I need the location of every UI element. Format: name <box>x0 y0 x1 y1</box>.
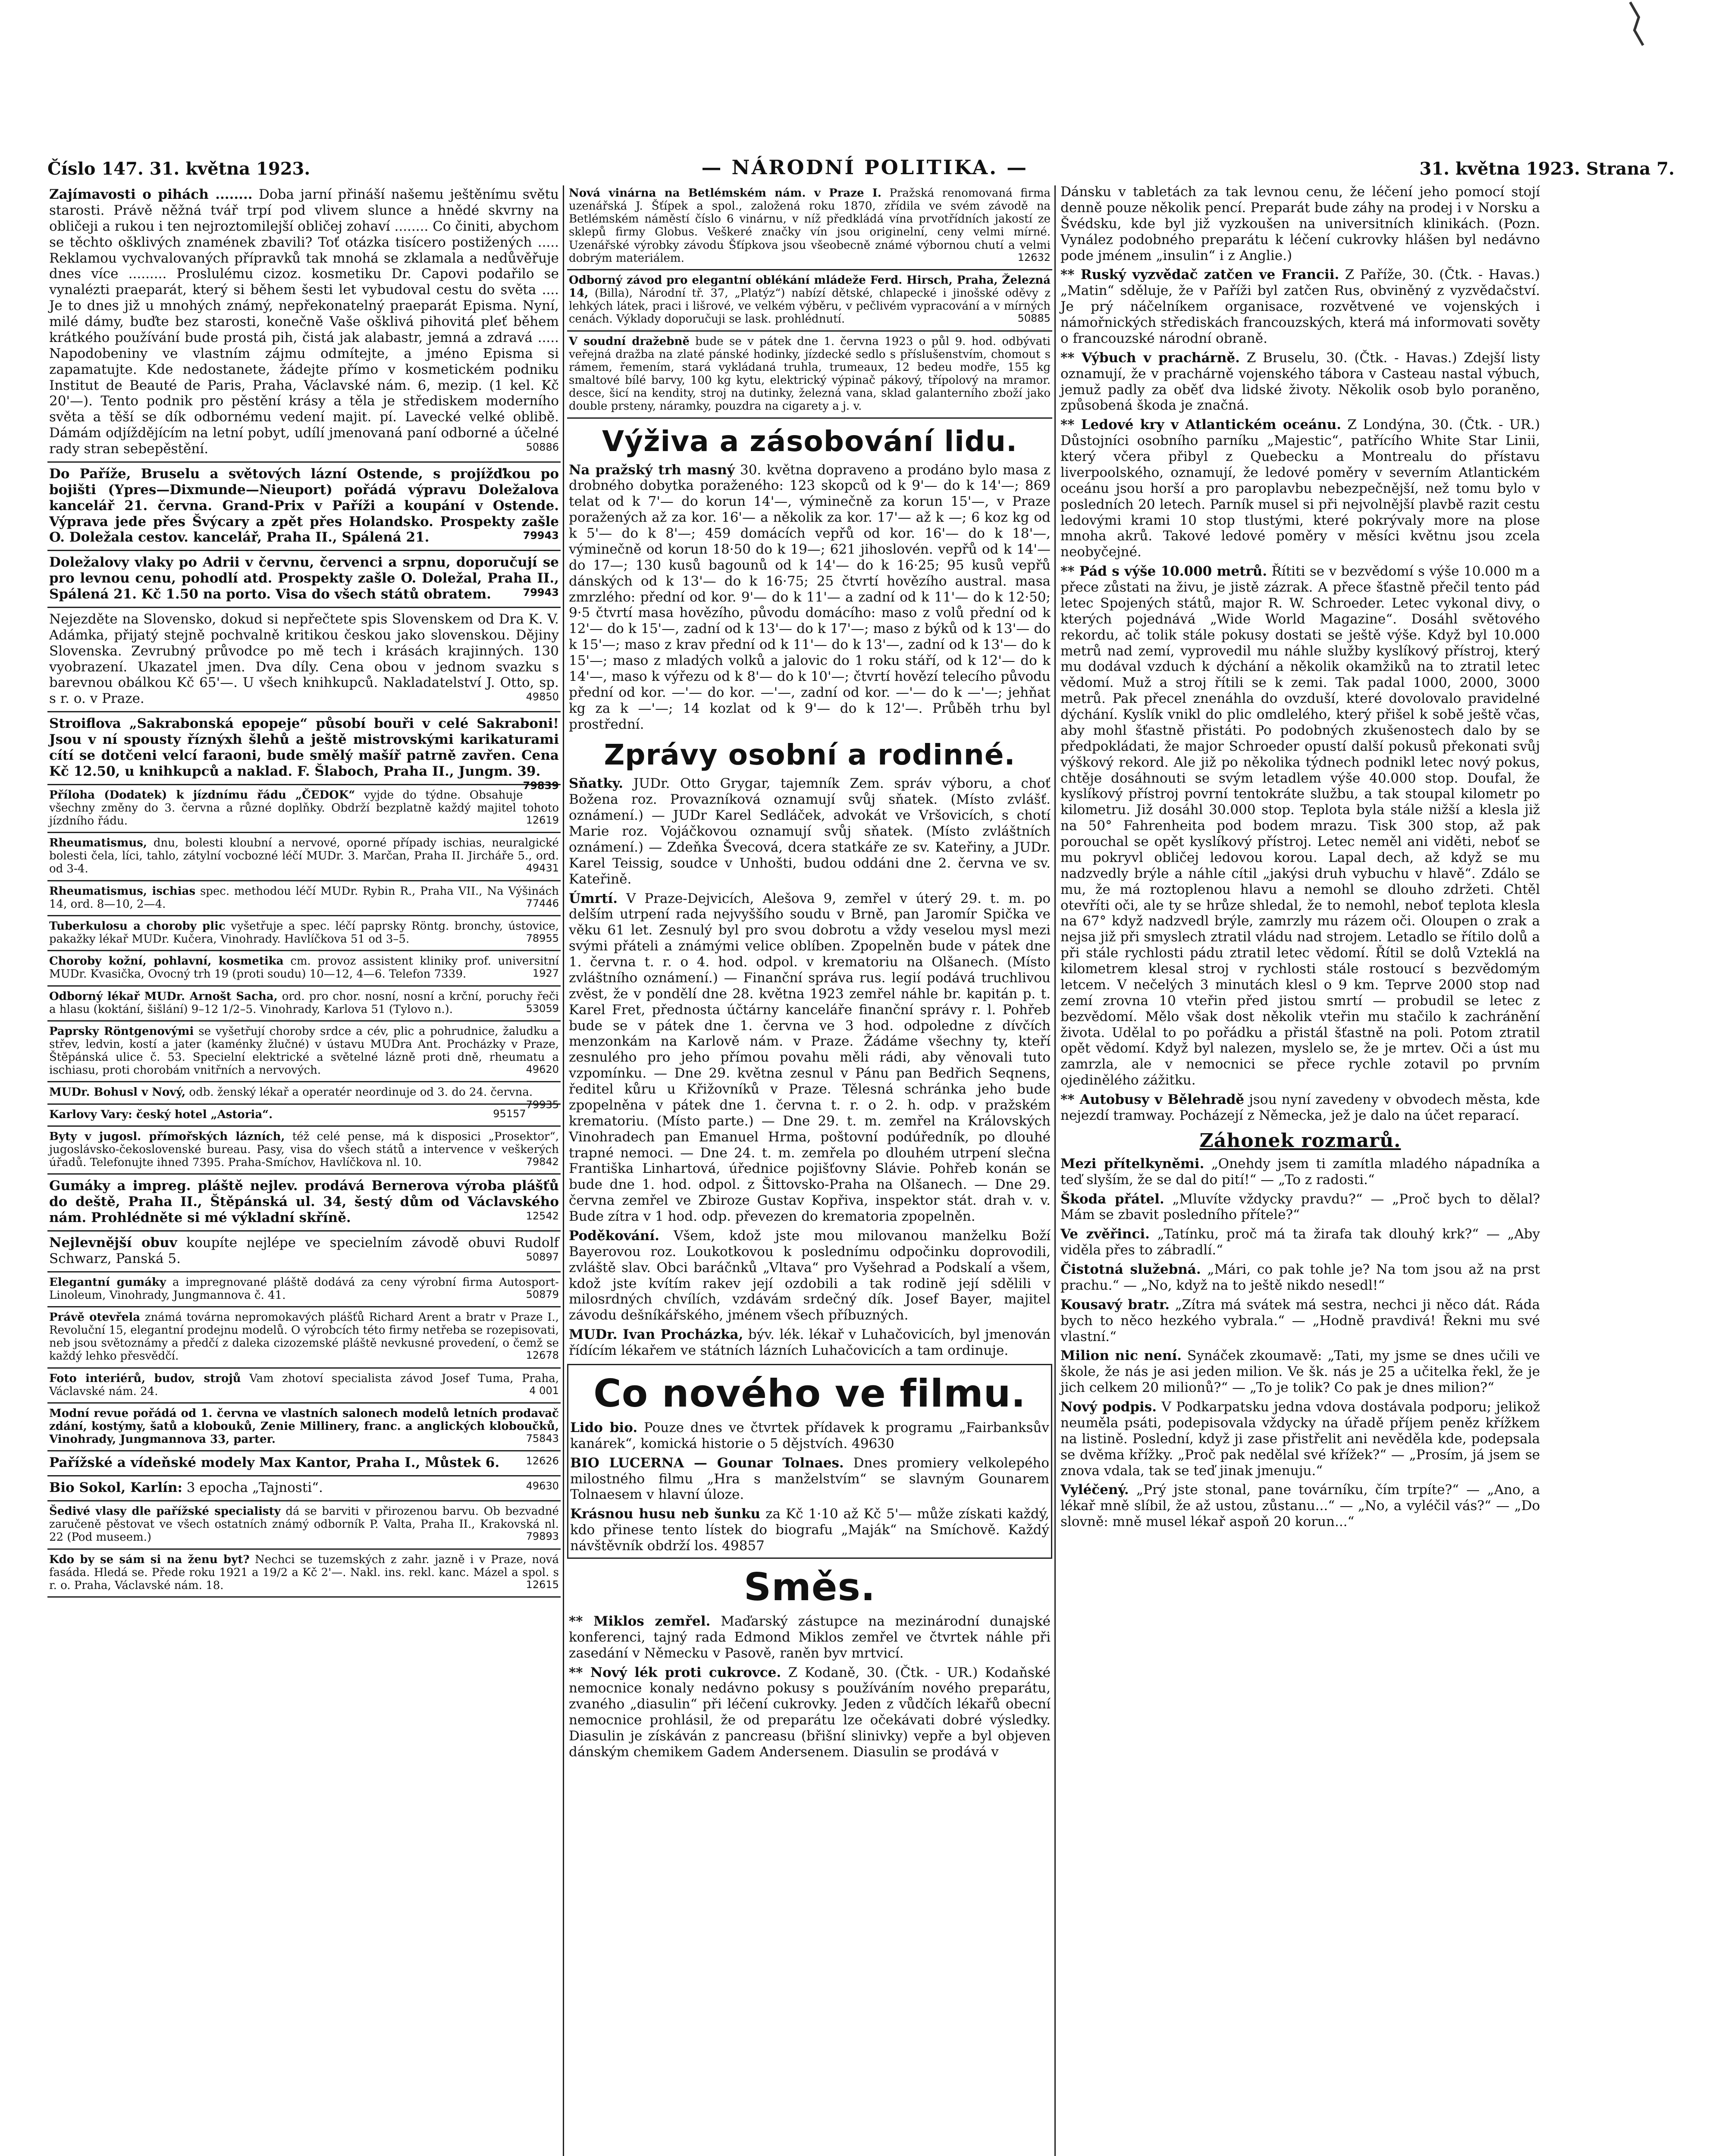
ad-headline: Odborný závod pro elegantní oblékání mládeže Ferd. Hirsch, Praha, Železná 14, <box>569 273 1051 300</box>
joke-item <box>1060 1399 1540 1479</box>
header-masthead: — NÁRODNÍ POLITIKA. — <box>701 156 1029 179</box>
column-rule <box>563 185 564 2156</box>
ad-number: 49630 <box>526 1480 559 1492</box>
ad-text: 3 epocha „Tajnosti“. <box>186 1480 323 1496</box>
advertisement <box>567 270 1052 332</box>
ad-headline: Bio Sokol, Karlín: <box>49 1480 182 1496</box>
ad-number: 49620 <box>526 1063 559 1076</box>
ad-headline: Kdo by se sám si na ženu byt? <box>49 1553 250 1566</box>
ad-headline: Foto interiérů, budov, strojů <box>49 1372 241 1385</box>
article-text: „Mluvíte vždycky pravdu?“ — „Proč bych to dělal? Mám se zbavit posledního přítele?“ <box>1060 1191 1540 1223</box>
ad-text: též celé pense, má k disposici „Prosektor“, jugoslávsko-čekoslovenské bureau. Pasy, visa do všech států a intervence v veškerých úřadů. Telefonujte ihned 7395. Praha-Smíchov, Havlíčkova nl. 10. <box>49 1130 559 1169</box>
ad-headline: Elegantní gumáky <box>49 1275 166 1289</box>
joke-item <box>1060 1226 1540 1258</box>
ad-text: Nechci se tuzemských z zahr. jazně i v Praze, nová fasáda. Hledá se. Přede roku 1921 a 19/2 a Kč 2'—. Nakl. ins. rekl. kanc. Mázel a spol. s r. o. Praha, Václavské nám. 18. <box>49 1553 559 1592</box>
advertisement <box>47 1082 561 1111</box>
ad-headline: Doležalovy vlaky po Adrii v červnu, červenci a srpnu, doporučují se pro levnou cenu, pohodlí atd. Prospekty zašle O. Doležal, Praha II., Spálená 21. Kč 1.50 na porto. Visa do všech států obratem. <box>49 555 559 602</box>
article-text: Všem, kdož jste mou milovanou manželku Boží Bayerovou roz. Loukotkovou k poslednímu odpočinku doprovodili, zvláště slav. Obci baráčnků „Vltava“ pro Vyšehrad a Podskalí a všem, kdož jste kvítím rakev její ozdobili a tak rodině její sdělili v milosrdných chvílích, vzdávám srdečný dík. Josef Bayer, majitel závodu dešníkářského, jménem všech příbuzných. <box>569 1228 1051 1323</box>
ad-number: 95157 <box>493 1107 526 1120</box>
ad-number: 50885 <box>1017 312 1051 325</box>
joke-item <box>1060 1156 1540 1188</box>
joke-item <box>1060 1297 1540 1345</box>
joke-item <box>1060 1262 1540 1294</box>
header-page-number: 31. května 1923. Strana 7. <box>1419 159 1675 179</box>
article-text: „Tatínku, proč má ta žirafa tak dlouhý krk?“ — „Aby viděla přes to zábradlí.“ <box>1060 1226 1540 1258</box>
advertisement <box>47 608 561 712</box>
advertisement <box>567 332 1052 419</box>
advertisement <box>47 712 561 792</box>
article-text: 30. května dopraveno a prodáno bylo masa z drobného dobytka poraženého: 123 skopců od k 9'— do k 14'—; 869 telat od k 7'— do korun 14'—, výminečně za korun 15'—, v Praze poražených až za kor. 16'— a několik za kor. 17'— až k —; 6 koz kg od k 5'— do k 8'—; 459 domácích vepřů od kor. 16'— do k 18'—, výminečně od korun 18·50 do k 19—; 621 jihoslovén. vepřů od k 14'— do 17—; 130 kusů bagounů od k 14'— do k 16·25; 95 kusů vepřů dánských od k 13'— do k 16·75; 25 čtvrtí hovězího austral. masa zmrzlého: přední od kor. 9'— do k 11'— a zadní od k 11'— do k 12·50; 9·5 čtvrtí masa hovězího, původu domácího: maso z volů přední od k 12'— do k 15'—, zadní od k 13'— do k 17'—; maso z býků od k 13'— do k 15'—; maso z krav přední od k 11'— do k 13'—, zadní od k 13'— do k 15'—; maso z mladých volků a jalovic do 1 roku stáří, od k 12'— do k 14'—, maso k výřezu od k 8'— do k 10'—; čtvrtí hovězí telecího původu přední od kor. —'— do kor. —'—, zadní od kor. —'— do k —'—; jehňat kg za k —'—; 14 kozlat od k 9'— do k 12'—. Průběh trhu byl prostřední. <box>569 462 1051 732</box>
middle-ads <box>567 183 1052 419</box>
misc-news-item <box>569 1614 1051 1661</box>
advertisement <box>47 463 561 551</box>
ad-headline: Nejlevnější obuv <box>49 1235 177 1250</box>
ad-text: Vam zhotoví specialista závod Josef Tuma, Praha, Václavské nám. 24. <box>49 1372 559 1398</box>
ad-headline: Do Paříže, Bruselu a světových lázní Ostende, s projížďkou po bojišti (Ypres—Dixmunde—Nieuport) pořádá výpravu Doležalova kancelář 21. června. Grand-Prix v Paříži a koupání v Ostende. Výprava jede přes Švýcary a zpět přes Holandsko. Prospekty zašle O. Doležala cestov. kancelář, Praha II., Spálená 21. <box>49 466 559 545</box>
ad-text: koupíte nejlépe ve specielním závodě obuvi Rudolf Schwarz, Panská 5. <box>49 1235 559 1266</box>
ad-number: 12678 <box>526 1349 559 1362</box>
ad-text: bude se v pátek dne 1. června 1923 o půl 9. hod. odbývati veřejná dražba na zlaté pánské hodinky, jízdecké sedlo s příslušenstvím, chomout s rámem, řemením, stará vykládaná truhla, trumeaux, 12 bedeu modře, 155 kg smaltové bílé barvy, 100 kg kytu, elektrický výpinač pákový, třípolový na mramor. desce, šicí na kendity, stroj na dutinky, železná vana, sklad galanterního zboží jako double prsteny, náramky, pouzdra na cigarety a j. v. <box>569 335 1051 413</box>
ad-headline: Právě otevřela <box>49 1310 141 1324</box>
ad-text: ord. pro chor. nosní, nosní a krční, poruchy řeči a hlasu (koktání, šišlání) 9–12 1/2–5. Vinohrady, Karlova 51 (Tylovo n.). <box>49 990 559 1016</box>
ad-headline: MUDr. Bohusl v Nový, <box>49 1086 186 1099</box>
ad-number: 77446 <box>526 897 559 909</box>
ad-headline: Stroiflova „Sakrabonská epopeje“ působí bouři v celé Sakraboni! Jsou v ní spousty říznýxh šlehů a ještě mistrovskými karikaturami cítí se dotčeni velcí faraoni, bude smělý mašíř patrně zavřen. Cena Kč 12.50, u knihkupců a naklad. F. Šlaboch, Praha II., Jungm. 39. <box>49 716 559 779</box>
ad-headline: Byty v jugosl. přímořských lázních, <box>49 1130 285 1143</box>
section-heading-vyziva: Výživa a zásobování lidu. <box>602 424 1018 458</box>
ad-headline: Příloha (Dodatek) k jízdnímu řádu „ČEDOK“ <box>49 788 355 802</box>
ad-number: 4 001 <box>529 1384 559 1397</box>
advertisement <box>47 1501 561 1549</box>
article-text: Řítiti se v bezvědomí s výše 10.000 m a přece zůstati na živu, je jistě zázrak. A přece šťastně přečil tento pád letec Spojených států, major R. W. Schroeder. Letec vykonal divy, o kterých pojednává „Wide World Magazine“. Dosáhl světového rekordu, ač tolik stále pokusy dostati se ještě výše. Když byl 10.000 metrů nad zemí, vyprovedil mu náhle služby kyslíkový přístroj, který mu dodával vzduch k dýchání a několik okamžiků na to ztratil letec vědomí. Muž a stroj řítili se k zemi. Tak padal 1000, 2000, 3000 metrů. Pak přecel znenáhla do ovzduší, které dovolovalo pravidelné dýchání. Kyslík vnikl do plic omdlelého, který přišel k sobě ještě včas, aby mohl šťastně přistáti. Po podobných zkušenostech dalo by se předpokládati, že major Schroeder opustí další pokusů překonati svůj výškový rekord. Ale již po několika týdnech podnikl letec nový pokus, chtěje dosáhnouti se svým letadlem výše 40.000 stop. Doufal, že kyslíkový přístroj povrní tentokráte službu, a tak stoupal kilometr po kilometru. Již dosáhl 30.000 stop. Teplota byla stále nižší a klesla již na 50° Fahrenheita pod bodem mrazu. Tisk 300 stop, až pak porouchal se opět kyslíkový přístroj. Letec neměl ani viděti, neboť se mu pokryvl obličej ledovou korou. Lapal dech, až když se mu nadzvedly brýle a náhle cítil „jakýsi druh vybuchu v hlavě“. Zdálo se mu, že má roztoplenou hlavu a nemohl se dlouho zdržeti. Chtěl otevříti oči, ale ty se hrůze shledal, že to nemohl, neboť teplota klesla na 67° když nadzvedl brýle, zamrzly mu rázem oči. Oloupen o zrak a nejsa již při smyslech ztratil vládu nad strojem. Letadlo se řítilo dolů a při stále rychlosti pádu ztratil letec vědomí. Řítil se dolů Vzteklá na kilometrem klesal stroj v rychlosti stále rostoucí s bezvědomým letcem. V nečelých 3 minutách klesl o 9 km. Teprve 2000 stop nad zemí zrovna 10 vteřin před jistou smrtí — probudil se letec z bezvědomí. Mělo však dost několik vteřin mu stačilo k zachránění života. Udělal to po pořádku a přistál šťastně na poli. Potom ztratil opět vědomí. Když byl nalezen, myslelo se, že je mrtev. Oči a úst mu zamrzla, ale v nemocnici se přece rychle zotavil po prvním ojedinělého zážitku. <box>1060 564 1540 1088</box>
personal-news <box>567 776 1052 1359</box>
ad-number: 79943 <box>523 586 559 599</box>
advertisement <box>47 1022 561 1083</box>
ad-text: odb. ženský lékař a operatér neordinuje od 3. do 24. června. <box>189 1086 533 1099</box>
article-lead: ** Ruský vyzvědač zatčen ve Francii. <box>1060 267 1339 283</box>
ad-number: 75843 <box>526 1432 559 1445</box>
advertisement <box>47 987 561 1022</box>
personal-news-item <box>569 1327 1051 1359</box>
ad-text: vyjde do týdne. Obsahuje všechny změny do 3. června a různé doplňky. Obdrží bezplatně každý majitel tohoto jízdního řádu. <box>49 788 559 827</box>
article-text: Synáček zkoumavě: „Tati, my jsme se dnes učili ve škole, že nás je asi jeden milion. Ve šk. nás je 25 a učitelka řekl, že je jich celkem 20 milionů?“ — „To je tolik? Co pak je dnes milion?“ <box>1060 1348 1540 1396</box>
article-text: „Mári, co pak tohle je? Na tom jsou až na prst prachu.“ — „No, když na to ještě nikdo nesedl!“ <box>1060 1262 1540 1293</box>
article-lead: Krásnou husu neb šunku <box>570 1506 761 1522</box>
article-text: V Praze-Dejvicích, Alešova 9, zemřel v úterý 29. t. m. po delším utrpení rada nejvyššího soudu v Brně, pan Jaromír Spička ve věku 61 let. Zesnulý byl pro svou dobrotu a vždy veselou mysl mezi svými přáteli a známými velice oblíben. Zpopelněn bude v pátek dne 1. června t. r. o 4. hod. odpol. v krematoriu na Olšanech. (Místo zvláštního oznámení.) — Finanční správa rus. legií podává truchlivou zvěst, že v pondělí dne 28. května 1923 zemřel náhle br. kapitán p. t. Karel Fret, přednosta účtárny kanceláře finanční správy r. l. Pohřeb bude se v pátek dne 1. června ve 3 hod. odpoledne z dívčích menzonkám na Karlově nám. v Praze. Žádáme všechny ty, kteří zesnulého pro jeho přímou povahu měli rádi, aby věnovali tuto vzpomínku. — Dne 29. května zesnul v Pánu pan Bedřich Seqnens, ředitel kůru u Křižovníků v Praze. Tělesná schránka jeho bude zpopelněna v pátek dne 1. června t. r. o 2. h. odp. v pražském krematoriu. (Místo parte.) — Dne 29. t. m. zemřel na Královských Vinohradech pan Emanuel Hrma, poštovní podúředník, po dlouhé trapné nemoci. — Dne 24. t. m. zemřela po dlouhém utrpení slečna Františka Linhartová, úřednice pojišťovny Slávie. Pohřeb konán se bude dne 1. hod. odpol. z Šittovsko-Praha na Olšanech. — Dne 29. června zemřel ve Zbiroze Gustav Kopřiva, inspektor stát. drah v. v. Bude zítra v 1 hod. odp. převezen do krematoria zpopelněn. <box>569 890 1051 1224</box>
advertisement <box>47 1175 561 1232</box>
ad-text: Nejezděte na Slovensko, dokud si nepřečtete spis Slovenskem od Dra K. V. Adámka, přijatý stejně pochvalně kritikou českou jako slovenskou. Dějiny Slovenska. Zevrubný průvodce po mě tech i krásách krajinných. 130 vyobrazení. Ukazatel jmen. Dva díly. Cena obou v jednom svazku s barevnou obálkou Kč 65'—. U všech knihkupců. Nakladatelství J. Otto, sp. s r. o. v Praze. <box>49 611 559 707</box>
personal-news-item <box>569 1228 1051 1323</box>
ad-number: 1927 <box>532 967 559 980</box>
article-text: JUDr. Otto Grygar, tajemník Zem. správ výboru, a choť Božena roz. Provazníková oznamují svůj sňatek. (Místo zvlášť. oznámení.) — JUDr Karel Sedláček, advokát ve Vršovicích, s chotí Marie roz. Vojáčkovou oznamují svůj sňatek. (Místo zvláštních oznámení.) — Zdeňka Švecová, dcera statkáře ze sv. Kateřiny, a JUDr. Karel Teissig, soudce v Unhošti, budou oddáni dne 2. června ve sv. Kateřině. <box>569 776 1051 887</box>
ad-number: 79935 <box>526 1098 559 1111</box>
advertisement <box>47 183 561 463</box>
article-text: Maďarský zástupce na mezinárodní dunajské konferenci, tajný rada Edmond Miklos zemřel ve čtvrtek náhle při zasedání v Německu v Pasově, raněn byv mrtvicí. <box>569 1613 1051 1661</box>
news-items <box>1059 267 1542 1123</box>
article-lead: Milion nic není. <box>1060 1348 1182 1364</box>
ad-headline: Zajímavosti o pihách ........ <box>49 187 253 202</box>
advertisement <box>47 1404 561 1451</box>
advertisement <box>47 551 561 608</box>
article-text: V Podkarpatsku jedna vdova dostávala podporu; jelikož neuměla psáti, podepisovala vždycky na úřadě příjem peněz křížkem na listině. Poslední, když ji zase přistřelit ani nevěděla kde, podepsala se dvěma křížky. „Proč pak nedělal své křížek?“ — „Prosím, já jsem se znova vdala, tak se teď jinak jmenuju.“ <box>1060 1399 1540 1479</box>
ad-headline: Choroby kožní, pohlavní, kosmetika <box>49 955 284 968</box>
article-lead: Kousavý bratr. <box>1060 1297 1170 1313</box>
ad-headline: V soudní dražebně <box>569 335 690 348</box>
jokes-list <box>1059 1156 1542 1530</box>
personal-news-item <box>569 776 1051 887</box>
section-heading-zahonek: Záhonek rozmarů. <box>1199 1129 1401 1152</box>
ad-text: (Billa), Národní tř. 37, „Platýz“) nabízí dětské, chlapecké i jinošské oděvy z lehkých látek, praci i lišrové, ve velkém výběru, v pečlivém vypracování a v mírných cenách. Výklady doporučuji se lask. prohlédnutí. <box>569 287 1051 326</box>
ad-text: Doba jarní přináší našemu ještěnímu světu starosti. Právě něžná tvář trpí pod vlivem slunce a hnědé skvrny na obličeji a rukou i ten nejroztomilejší obličej zohaví ........ Co činiti, abychom se těchto ošklivých znamének zbavili? Toť otázka tisícero postižených ..... Reklamou vychvalovaných přípravků tak mnohá se zklamala a nedůvěřuje dnes více ......... Proslulému cizoz. kosmetiku Dr. Capovi podařilo se vynalézti praeparát, který si během šesti let vybudoval cestu do světa .... Je to dnes již u mnohých známý, nepřekonatelný praeparát Episma. Nyní, milé dámy, buďte bez starosti, konečně Vaše ošklivá pihovitá pleť během krátkého používání bude prostá pih, čistá jak alabastr, jemná a zdravá ..... Napodobeniny ve vlastním zájmu odmítejte, a jméno Episma si zapamatujte. Kde nedostanete, žádejte přímo v kosmetickém podniku Institut de Beauté de Paris, Praha, Václavské nám. 6, mezip. (1 kel. Kč 20'—). Tento podnik pro pěstění krásy a těla je střediskem moderního světa a těší se dík odbornému vedení majit. pí. Lavecké velké oblibě. Dámám odjíždějícím na letní pobyt, udílí jmenovaná paní odborné a účelné rady stran sebepěstění. <box>49 187 559 457</box>
joke-item <box>1060 1482 1540 1530</box>
article-lead: ** Ledové kry v Atlantickém oceánu. <box>1060 417 1342 433</box>
film-news-item <box>570 1420 1049 1452</box>
article-lead: Vyléčený. <box>1060 1482 1129 1498</box>
film-news-item <box>570 1506 1049 1554</box>
ad-text: známá továrna nepromokavých plášťů Richard Arent a bratr v Praze I., Revoluční 15, elegantní prodejnu modelů. O výrobcích této firmy netřeba se rozepisovati, neb jsou světoznámy a předčí z daleka cizozemské pláště nevkusné provedení, o čemž se každý lehko přesvědčí. <box>49 1310 559 1363</box>
decorative-mark <box>1626 0 1650 47</box>
article-text: Z Bruselu, 30. (Čtk. - Havas.) Zdejší listy oznamují, že v prachárně vojenského tábora v Casteau nastal výbuch, jemuž padly za oběť dva lidské životy. Několik osob bylo poraněno, způsobená škoda je značná. <box>1060 350 1540 414</box>
ad-headline: Paprsky Röntgenovými <box>49 1025 194 1038</box>
article-text: „Onehdy jsem ti zamítla mladého nápadníka a teď slyším, že se dal do pití!“ — „To z radosti.“ <box>1060 1156 1540 1188</box>
personal-news-item <box>569 891 1051 1225</box>
misc-news <box>567 1614 1052 1760</box>
article-text: Dnes promiery velkolepého milostného filmu „Hra s manželstvím“ se slavným Gounarem Tolnaesem v hlavní úloze. <box>570 1455 1050 1503</box>
article-text: „Prý jste stonal, pane továrníku, čím trpíte?“ — „Ano, a lékař mně slíbil, že až ustou, zůstanu...“ — „No, a vyléčil vás?“ — „Do slovně: mně musel lékař aspoň 20 korun...“ <box>1060 1482 1540 1530</box>
news-item <box>1060 564 1540 1088</box>
article-continuation: Dánsku v tabletách za tak levnou cenu, že léčení jeho pomocí stojí denně pouze několik pencí. Preparát bude záhy na prodej i v Norsku a Švédsku, kde byl již vyzkoušen na universitních klinikách. (Pozn. Vynález podobného preparátu k léčení cukrovky hlášen byl nedávno pode jménem „insulin“ i z Anglie.) <box>1060 184 1540 263</box>
ad-number: 79943 <box>523 530 559 542</box>
ad-headline: Odborný lékař MUDr. Arnošt Sacha, <box>49 990 278 1003</box>
section-heading-osobni: Zprávy osobní a rodinné. <box>604 738 1016 772</box>
advertisement <box>47 785 561 833</box>
ad-number: 50897 <box>526 1250 559 1263</box>
joke-item <box>1060 1348 1540 1396</box>
film-news-item <box>570 1455 1049 1503</box>
advertisement <box>47 1232 561 1272</box>
advertisement <box>47 916 561 951</box>
ad-number: 50886 <box>526 441 559 453</box>
film-items <box>568 1420 1051 1554</box>
ad-headline: Gumáky a impreg. pláště nejlev. prodává Bernerova výroba plášťů do deště, Praha II., Štěpánská ul. 34, šestý dům od Václavského nám. Prohlédněte si mé výkladní skříně. <box>49 1178 559 1225</box>
advertisement <box>47 1369 561 1404</box>
article-text: býv. lék. lékař v Luhačovicích, byl jmenován řídícím lékařem ve státních lázních Luhačovicích a tam ordinuje. <box>569 1327 1051 1358</box>
advertisement <box>47 1105 561 1127</box>
article-lead: ** Nový lék proti cukrovce. <box>569 1664 781 1680</box>
ad-number: 12615 <box>526 1578 559 1591</box>
article-lead: ** Výbuch v prachárně. <box>1060 350 1240 366</box>
ad-text: vyšetřuje a spec. léčí paprsky Röntg. bronchy, ústovice, pakažky lékař MUDr. Kučera, Vinohrady. Havlíčkova 51 od 3–5. <box>49 919 559 946</box>
ad-number: 12626 <box>526 1455 559 1467</box>
article-lead: ** Pád s výše 10.000 metrů. <box>1060 564 1267 580</box>
column-rule <box>1054 185 1056 2156</box>
article-lead: Nový podpis. <box>1060 1399 1157 1415</box>
ad-headline: Rheumatismus, <box>49 837 147 850</box>
news-item <box>1060 1092 1540 1124</box>
ad-text: dnu, bolesti kloubní a nervové, oporné případy ischias, neuralgické bolesti čela, líci, tahlo, zátylní vocbozné léčí MUDr. 3. Marčan, Praha II. Jirchářе 5., ord. od 3-4. <box>49 837 559 876</box>
advertisement <box>47 1550 561 1598</box>
advertisement <box>47 951 561 986</box>
ad-text: Pražská renomovaná firma uzenářská J. Šťípek a spol., založená roku 1870, zřídila ve svém závodě na Betlémském náměstí číslo 6 vinárnu, v níž předkládá vína prvotřídních jakostí ze sklepů firmy Globus. Veškeré značky vín jsou originelní, ceny velmi mírné. Uzenářské výrobky závodu Šťípkova jsou všeobecně známé výbornou chutí a velmi dobrým materiálem. <box>569 187 1051 265</box>
article-lead: Úmrtí. <box>569 890 618 906</box>
news-item <box>1060 350 1540 414</box>
ad-headline: Modní revue pořádá od 1. června ve vlastních salonech modelů letních prodavač zdání, kostýmy, šatů a klobouků, Zenie Millinery, franc. a anglických kloboučků, Vinohrady, Jungmannova 33, parter. <box>49 1407 559 1446</box>
article-lead: Mezi přítelkyněmi. <box>1060 1156 1204 1172</box>
ad-headline: Nová vinárna na Betlémském nám. v Praze I. <box>569 187 881 200</box>
column-left-ads <box>47 183 561 2156</box>
film-box <box>567 1364 1052 1559</box>
article-text: Z Paříže, 30. (Čtk. - Havas.) „Matin“ sděluje, že v Paříži byl zatčen Rus, obviněný z vyzvědačství. Je prý náčelníkem organisace, rozvětvené ve vojenských i námořnických střediskách francouzských, která má informovati sověty o francouzské národní obraně. <box>1060 267 1540 346</box>
article-text: Z Kodaně, 30. (Čtk. - UR.) Kodaňské nemocnice konaly nedávno pokusy s používáním nového preparátu, zvaného „diasulin“ při léčení cukrovky. Jeden z vůdčích lékařů obecní nemocnice prohlásil, že od preparátu lze očekávati dobré výsledky. Diasulin je získáván z pancreasu (břišní slinivky) vepře a byl objeven dánským chemikem Gadem Andersenem. Diasulin se prodává v <box>569 1664 1051 1760</box>
article-lead: Sňatky. <box>569 776 624 792</box>
ad-number: 12542 <box>526 1210 559 1222</box>
article-lead: Na pražský trh masný <box>569 462 735 478</box>
article-meat-market <box>569 462 1051 733</box>
article-lead: MUDr. Ivan Procházka, <box>569 1327 743 1343</box>
article-text: za Kč 1·10 až Kč 5'— může získati každý, kdo přinese tento lístek do biografu „Maják“ na Smíchově. Každý návštěvník obdrží los. <box>570 1506 1050 1554</box>
advertisement <box>567 183 1052 270</box>
advertisement <box>47 1476 561 1501</box>
article-text: Pouze dnes ve čtvrtek přídavek k programu „Fairbanksův kanárek“, komická historie o 5 dějstvích. <box>570 1420 1049 1451</box>
article-text: „Zítra má svátek má sestra, nechci ji něco dát. Ráda bych to něco hezkého vybrala.“ — „Hodně pravdivá! Řekni mu své vlastní.“ <box>1060 1297 1540 1344</box>
section-heading-smes: Směs. <box>743 1564 876 1609</box>
ad-text: a impregnované pláště dodává za ceny výrobní firma Autosport-Linoleum, Vinohrady, Jungmannova č. 41. <box>49 1275 559 1302</box>
advertisement <box>47 833 561 881</box>
ad-text: cm. provoz assistent kliniky prof. universitní MUDr. Kvasička, Ovocný trh 19 (proti soudu) 10—12, 4—6. Telefon 7339. <box>49 955 559 981</box>
article-lead: Poděkování. <box>569 1228 659 1244</box>
article-lead: Škoda přátel. <box>1060 1191 1164 1207</box>
article-lead: Lido bio. <box>570 1420 638 1435</box>
column-middle <box>567 183 1052 2156</box>
article-lead: BIO LUCERNA — Gounar Tolnaes. <box>570 1455 844 1471</box>
ad-number: 12619 <box>526 814 559 826</box>
ad-number: 49431 <box>526 862 559 874</box>
advertisement <box>47 1127 561 1175</box>
article-lead: ** Miklos zemřel. <box>569 1613 711 1629</box>
ad-number: 79893 <box>526 1530 559 1543</box>
article-lead: ** Autobusy v Bělehradě <box>1060 1092 1245 1107</box>
ad-number: 49857 <box>718 1538 765 1554</box>
advertisement <box>47 1272 561 1307</box>
news-item <box>1060 417 1540 560</box>
ad-number: 50879 <box>526 1288 559 1300</box>
ad-number: 49850 <box>526 691 559 703</box>
article-lead: Ve zvěřinci. <box>1060 1226 1150 1242</box>
joke-item <box>1060 1191 1540 1223</box>
ad-number: 79839 <box>523 779 559 792</box>
page-header <box>47 153 1675 179</box>
ad-headline: Pařížské a vídeňské modely Max Kantor, Praha I., Můstek 6. <box>49 1455 500 1471</box>
section-heading-film: Co nového ve filmu. <box>593 1371 1026 1416</box>
column-right <box>1059 183 1542 2156</box>
advertisement <box>47 1307 561 1369</box>
advertisement <box>47 1451 561 1476</box>
ad-text: se vyšetřují choroby srdce a cév, plic a pohrudnice, žaludku a střev, ledvin, kostí a jater (kaménky žlučné) v ústavu MUDra Ant. Procházky v Praze, Štěpánská ulice č. 53. Specielní elektrické a světelné lázně proti dně, rheumatu a ischiasu, proti chorobám vnitřních a nervových. <box>49 1025 559 1077</box>
ad-headline: Karlovy Vary: český hotel „Astoria“. <box>49 1108 273 1121</box>
ad-number: 12632 <box>1017 251 1051 263</box>
ad-text: spec. methodou léčí MUDr. Rybin R., Praha VII., Na Výšinách 14, ord. 8—10, 2—4. <box>49 884 559 911</box>
article-text: jsou nyní zavedeny v obvodech města, kde nejezdí tramway. Pocházejí z Německa, jež je dalo na účet reparací. <box>1060 1092 1540 1123</box>
advertisement <box>47 881 561 916</box>
ad-number: 78955 <box>526 932 559 945</box>
ad-number: 49630 <box>847 1435 894 1451</box>
article-text: Z Londýna, 30. (Čtk. - UR.) Důstojníci osobního parníku „Majestic“, patřícího White Star Linii, který včera přibyl z Quebecku a Montrealu do přístavu liverpoolského, oznamují, že ledové poměry v severním Atlantickém oceánu jsou horší a pro paroplavbu nebezpečnější, než tomu bylo v posledních 20 letech. Parník musel si při nejvolnější plavbě razit cestu ledovými krami 10 stop tlustými, které pokrývaly more na plose mnoha akrů. Takové ledové poměry v měsíci květnu jsou zcela neobyčejné. <box>1060 417 1540 560</box>
ad-text: dá se barviti v přirozenou barvu. Ob bezvadné zaručeně pěstovat ve všech ostatních známý odborník P. Valta, Praha II., Krakovská nl. 22 (Pod museem.) <box>49 1505 559 1544</box>
misc-news-item <box>569 1665 1051 1760</box>
news-item <box>1060 267 1540 346</box>
article-lead: Čistotná služebná. <box>1060 1262 1201 1277</box>
ad-headline: Šedivé vlasy dle pařížské specialisty <box>49 1505 281 1518</box>
ad-number: 79842 <box>526 1156 559 1168</box>
ad-number: 53059 <box>526 1002 559 1015</box>
ad-headline: Rheumatismus, ischias <box>49 884 196 898</box>
header-issue: Číslo 147. 31. května 1923. <box>47 159 311 179</box>
ad-headline: Tuberkulosu a choroby plic <box>49 919 226 933</box>
